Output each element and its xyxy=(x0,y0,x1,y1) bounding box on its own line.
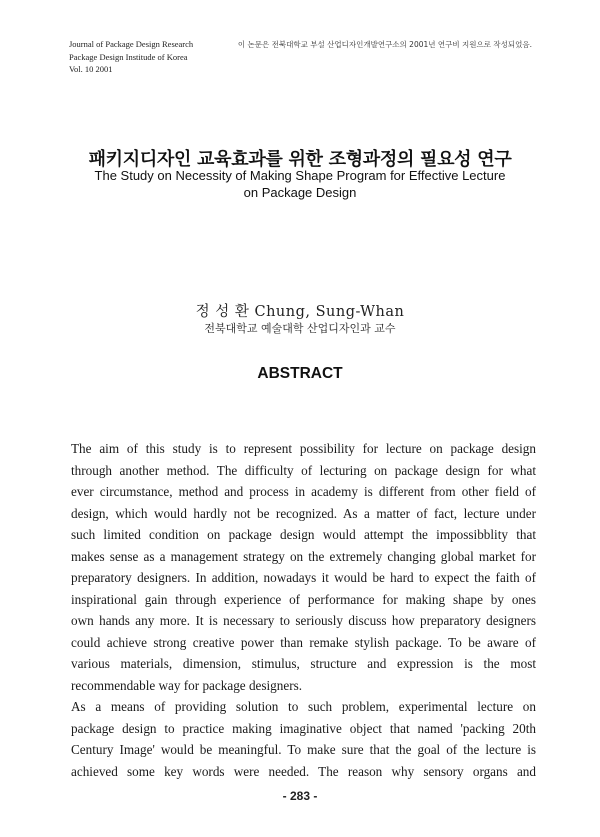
abstract-line: achieved some key words were needed. The reason why sensory organs and xyxy=(71,763,536,779)
abstract-body xyxy=(71,438,536,782)
abstract-line: design, which would hardly not be recognized. As a matter of fact, lecture under xyxy=(71,505,536,521)
author-name: 정 성 환 Chung, Sung-Whan xyxy=(195,304,405,320)
title-english xyxy=(0,167,600,201)
title-english-line: The Study on Necessity of Making Shape Program for Effective Lecture xyxy=(94,168,506,183)
abstract-line: preparatory designers. In addition, nowadays it would be hard to expect the faith of xyxy=(71,570,536,585)
abstract-line: Century Image' would be meaningful. To make sure that the goal of the lecture is xyxy=(71,742,536,757)
abstract-line: various materials, dimension, stimulus, structure and expression is the most xyxy=(71,656,536,671)
abstract-line: package design to practice making imaginative object that named 'packing 20th xyxy=(71,720,536,736)
abstract-line: through another method. The difficulty of lecturing on package design for what xyxy=(71,462,536,478)
abstract-line: recommendable way for package designers. xyxy=(71,677,303,693)
journal-info xyxy=(69,38,193,76)
funding-note: 이 논문은 전북대학교 부설 산업디자인개발연구소의 2001년 연구비 지원으로 작성되었음. xyxy=(237,40,532,49)
journal-name: Journal of Package Design Research xyxy=(69,39,194,49)
abstract-heading: ABSTRACT xyxy=(257,365,343,382)
abstract-line: ever circumstance, method and process in academy is different from other field of xyxy=(71,484,536,499)
author-affiliation: 전북대학교 예술대학 산업디자인과 교수 xyxy=(204,322,396,335)
abstract-line: As a means of providing solution to such problem, experimental lecture on xyxy=(71,699,536,714)
abstract-line: such limited condition on package design would attempt the impossibblity that xyxy=(71,527,536,542)
abstract-line: inspirational gain through experience of performance for making shape by ones xyxy=(71,591,536,607)
journal-publisher: Package Design Institude of Korea xyxy=(69,51,188,62)
title-english-line: on Package Design xyxy=(243,185,357,200)
page-number: - 283 - xyxy=(282,789,318,803)
abstract-line: The aim of this study is to represent possibility for lecture on package design xyxy=(71,441,536,456)
abstract-line: could achieve strong creative power than remake stylish package. To be aware of xyxy=(71,634,536,650)
title-korean: 패키지디자인 교육효과를 위한 조형과정의 필요성 연구 xyxy=(88,149,512,170)
abstract-line: makes sense as a management strategy on the extremely changing global market for xyxy=(71,548,536,564)
journal-volume: Vol. 10 2001 xyxy=(69,64,113,74)
abstract-line: own hands any more. It is necessary to seriously discuss how preparatory designers xyxy=(71,613,536,628)
